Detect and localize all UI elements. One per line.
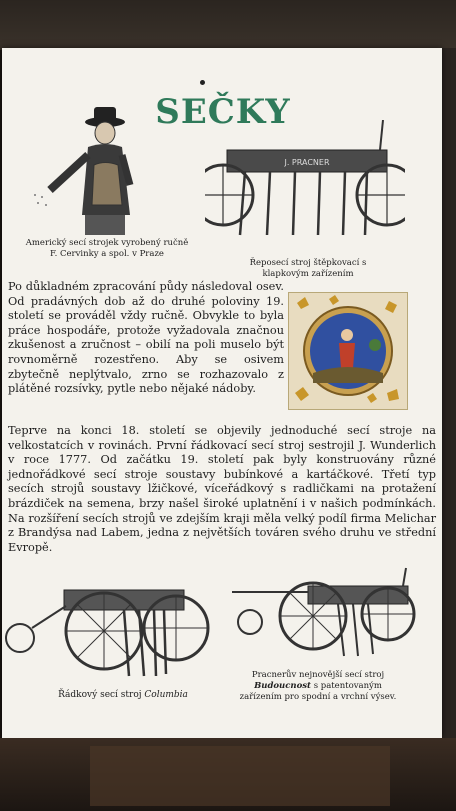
caption-drill-top: Řeposecí stroj štěpkovací s klapkovým zařízením bbox=[249, 258, 367, 279]
paragraph-seed-drills: Teprve na konci 18. století se objevily jednoduché secí stroje na velkostatcích v rovinách. První řádkovací secí stroj sestrojil J. Wunderlich v roce 1777. Od začátku 19. století pak byly konstruovány různé jednořádkové secí stroje soustavy bubínkové a kartáčkové. Třetí typ secích strojů soustavy lžičkové, víceřádkový s radličkami na protažení brázdiček na semena, brzy našel široké uplatnění i v našich podmínkách. Na rozšíření secích strojů ve zdejším kraji měla velký podíl firma Melichar z Brandýsa nad Labem, jedna z největších továren svého druhu ve střední Evropě. bbox=[8, 424, 436, 554]
sower-illustration bbox=[30, 105, 160, 235]
seed-drill-budoucnost-illustration bbox=[228, 566, 418, 666]
board-title: SEČKY bbox=[155, 92, 291, 132]
caption-columbia-prefix: Řádkový secí stroj bbox=[58, 690, 145, 700]
background-bottom bbox=[0, 738, 456, 811]
wooden-panel bbox=[90, 746, 390, 806]
caption-budoucnost-rest: s patentovaným zařízením pro spodní a vrchní výsev. bbox=[239, 681, 397, 702]
seed-drill-illustration-top bbox=[205, 120, 405, 250]
paragraph-sowing-history: Po důkladném zpracování půdy následoval osev. Od pradávných dob až do druhé poloviny 19. století se prováděl vždy ručně. Obvykle to byla práce hospodáře, protože vyžadovala značnou zkušenost a zručnost – obilí na poli muselo být rovnoměrně rozestřeno. Aby se osivem zbytečně neplýtvalo, zrno se rozhazovalo z plátěné rozsívky, pytle nebo nějaké nádoby. bbox=[8, 280, 284, 396]
caption-columbia bbox=[48, 690, 198, 701]
caption-budoucnost-name: Budoucnost bbox=[254, 681, 311, 691]
caption-columbia-name: Columbia bbox=[144, 690, 188, 700]
caption-budoucnost bbox=[232, 670, 404, 703]
screw bbox=[200, 80, 205, 85]
caption-budoucnost-prefix: Pracnerův nejnovější secí stroj bbox=[251, 670, 385, 680]
background-top bbox=[0, 0, 456, 50]
seed-drill-columbia-illustration bbox=[4, 576, 214, 686]
background-right bbox=[442, 48, 456, 738]
machine-plate-text: J. PRACNER bbox=[284, 158, 330, 167]
caption-sower: Americký secí strojek vyrobený ručně F. Cervinky a spol. v Praze bbox=[25, 238, 189, 259]
medieval-medallion-image bbox=[288, 292, 408, 410]
